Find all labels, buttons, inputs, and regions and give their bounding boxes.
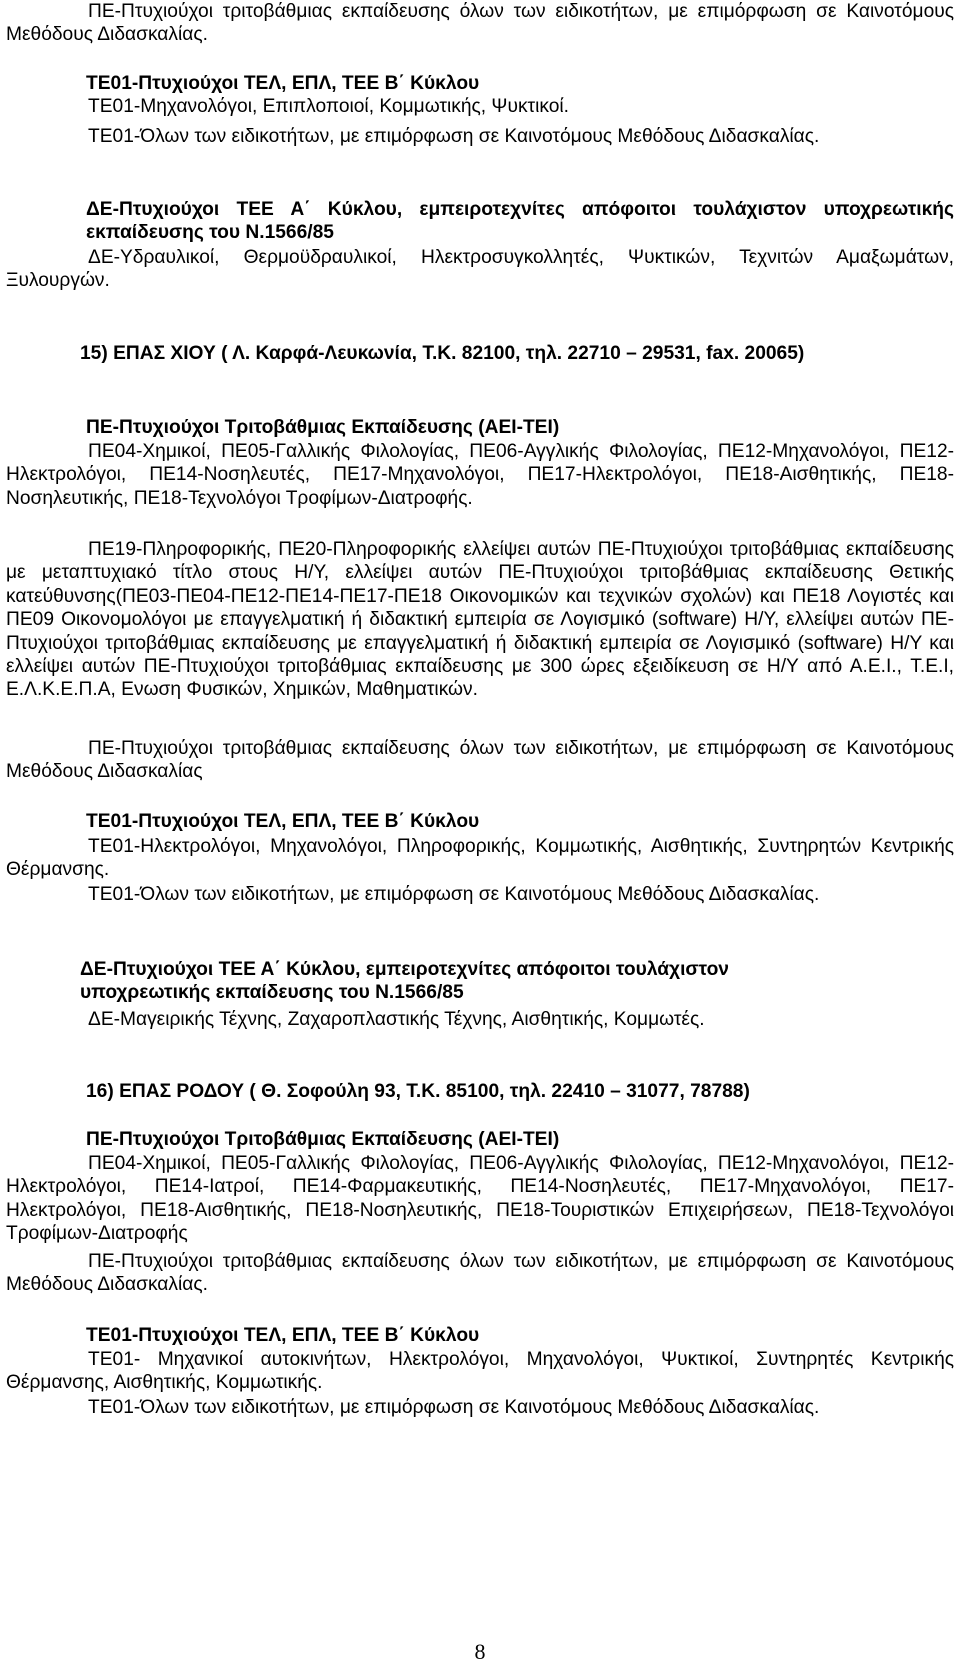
paragraph-te01-all-specialties: ΤΕ01-Όλων των ειδικοτήτων, με επιμόρφωση σε Καινοτόμους Μεθόδους Διδασκαλίας. <box>88 126 820 147</box>
paragraph-pe-specialties: ΠΕ04-Χημικοί, ΠΕ05-Γαλλικής Φιλολογίας, ΠΕ06-Αγγλικής Φιλολογίας, ΠΕ12-Μηχανολόγοι, ΠΕ12-Ηλεκτρολόγοι, ΠΕ14-Νοσηλευτές, ΠΕ17-Μηχανολόγοι, ΠΕ17-Ηλεκτρολόγοι, ΠΕ18-Αισθητικής, ΠΕ18-Νοσηλευτικής, ΠΕ18-Τεχνολόγοι Τροφίμων-Διατροφής. <box>6 441 954 509</box>
heading-te01-graduates-2: ΤΕ01-Πτυχιούχοι ΤΕΛ, ΕΠΛ, ΤΕΕ Β΄ Κύκλου <box>86 811 480 832</box>
paragraph-de-specialties: ΔΕ-Υδραυλικοί, Θερμοϋδραυλικοί, Ηλεκτροσυγκολλητές, Ψυκτικών, Τεχνιτών Αμαξωμάτων, Ξυλουργών. <box>6 247 954 292</box>
heading-pe-tertiary: ΠΕ-Πτυχιούχοι Τριτοβάθμιας Εκπαίδευσης (ΑΕΙ-ΤΕΙ) <box>86 417 560 438</box>
paragraph-pe-specialties-2: ΠΕ04-Χημικοί, ΠΕ05-Γαλλικής Φιλολογίας, ΠΕ06-Αγγλικής Φιλολογίας, ΠΕ12-Μηχανολόγοι, ΠΕ12-Ηλεκτρολόγοι, ΠΕ14-Ιατροί, ΠΕ14-Φαρμακευτικής, ΠΕ14-Νοσηλευτές, ΠΕ17-Μηχανολόγοι, ΠΕ17-Ηλεκτρολόγοι, ΠΕ18-Αισθητικής, ΠΕ18-Νοσηλευτικής, ΠΕ18-Τουριστικών Επιχειρήσεων, ΠΕ18-Τεχνολόγοι Τροφίμων-Διατροφής <box>6 1153 954 1245</box>
heading-de-graduates: ΔΕ-Πτυχιούχοι ΤΕΕ Α΄ Κύκλου, εμπειροτεχνίτες απόφοιτοι τουλάχιστον υποχρεωτικής εκπαίδευσης του Ν.1566/85 <box>86 199 954 244</box>
paragraph-te01-all-specialties-3: ΤΕ01-Όλων των ειδικοτήτων, με επιμόρφωση σε Καινοτόμους Μεθόδους Διδασκαλίας. <box>88 1397 820 1418</box>
paragraph-te01-specialties-3: ΤΕ01- Μηχανικοί αυτοκινήτων, Ηλεκτρολόγοι, Μηχανολόγοι, Ψυκτικοί, Συντηρητές Κεντρικής Θέρμανσης, Αισθητικής, Κομμωτικής. <box>6 1349 954 1394</box>
paragraph-te01-specialties: ΤΕ01-Μηχανολόγοι, Επιπλοποιοί, Κομμωτικής, Ψυκτικοί. <box>88 96 570 117</box>
heading-de-graduates-2 <box>80 958 820 1005</box>
paragraph-de-specialties-2: ΔΕ-Μαγειρικής Τέχνης, Ζαχαροπλαστικής Τέχνης, Αισθητικής, Κομμωτές. <box>88 1009 705 1030</box>
heading-te01-graduates-3: ΤΕ01-Πτυχιούχοι ΤΕΛ, ΕΠΛ, ΤΕΕ Β΄ Κύκλου <box>86 1325 480 1346</box>
school-heading-rhodes: 16) ΕΠΑΣ ΡΟΔΟΥ ( Θ. Σοφούλη 93, Τ.Κ. 85100, τηλ. 22410 – 31077, 78788) <box>86 1081 750 1102</box>
paragraph-te01-specialties-2: ΤΕ01-Ηλεκτρολόγοι, Μηχανολόγοι, Πληροφορικής, Κομμωτικής, Αισθητικής, Συντηρητών Κεντρικής Θέρμανσης. <box>6 836 954 881</box>
paragraph-pe-innovative-methods: ΠΕ-Πτυχιούχοι τριτοβάθμιας εκπαίδευσης όλων των ειδικοτήτων, με επιμόρφωση σε Καινοτόμους Μεθόδους Διδασκαλίας. <box>6 1 954 46</box>
paragraph-pe-innovative-methods-3: ΠΕ-Πτυχιούχοι τριτοβάθμιας εκπαίδευσης όλων των ειδικοτήτων, με επιμόρφωση σε Καινοτόμους Μεθόδους Διδασκαλίας. <box>6 1251 954 1296</box>
paragraph-pe-innovative-methods-2: ΠΕ-Πτυχιούχοι τριτοβάθμιας εκπαίδευσης όλων των ειδικοτήτων, με επιμόρφωση σε Καινοτόμους Μεθόδους Διδασκαλίας <box>6 738 954 783</box>
paragraph-te01-all-specialties-2: ΤΕ01-Όλων των ειδικοτήτων, με επιμόρφωση σε Καινοτόμους Μεθόδους Διδασκαλίας. <box>88 884 820 905</box>
heading-pe-tertiary-2: ΠΕ-Πτυχιούχοι Τριτοβάθμιας Εκπαίδευσης (ΑΕΙ-ΤΕΙ) <box>86 1129 560 1150</box>
paragraph-pe19-pe20: ΠΕ19-Πληροφορικής, ΠΕ20-Πληροφορικής ελλείψει αυτών ΠΕ-Πτυχιούχοι τριτοβάθμιας εκπαίδευσης με μεταπτυχιακό τίτλο στους Η/Υ, ελλείψει αυτών ΠΕ-Πτυχιούχοι τριτοβάθμιας εκπαίδευσης Θετικής κατεύθυνσης(ΠΕ03-ΠΕ04-ΠΕ12-ΠΕ14-ΠΕ17-ΠΕ18 Οικονομικών και τεχνικών σχολών) και ΠΕ18 Λογιστές και ΠΕ09 Οικονομολόγοι με επαγγελματική ή διδακτική εμπειρία σε Λογισμικό (software) Η/Υ, ελλείψει αυτών ΠΕ-Πτυχιούχοι τριτοβάθμιας εκπαίδευσης με επαγγελματική ή διδακτική εμπειρία σε Λογισμικό (software) Η/Υ και ελλείψει αυτών ΠΕ-Πτυχιούχοι τριτοβάθμιας εκπαίδευσης με 300 ώρες εξειδίκευση σε Η/Υ από Α.Ε.Ι., Τ.Ε.Ι, Ε.Λ.Κ.Ε.Π.Α, Ενωση Φυσικών, Χημικών, Μαθηματικών. <box>6 539 954 701</box>
heading-te01-graduates: ΤΕ01-Πτυχιούχοι ΤΕΛ, ΕΠΛ, ΤΕΕ Β΄ Κύκλου <box>86 73 480 94</box>
page-number: 8 <box>474 1639 486 1664</box>
heading-de-graduates-2-text: ΔΕ-Πτυχιούχοι ΤΕΕ Α΄ Κύκλου, εμπειροτεχνίτες απόφοιτοι τουλάχιστον υποχρεωτικής εκπαίδευσης του Ν.1566/85 <box>80 959 729 1004</box>
school-heading-chios: 15) ΕΠΑΣ ΧΙΟΥ ( Λ. Καρφά-Λευκωνία, Τ.Κ. 82100, τηλ. 22710 – 29531, fax. 20065) <box>80 343 805 364</box>
